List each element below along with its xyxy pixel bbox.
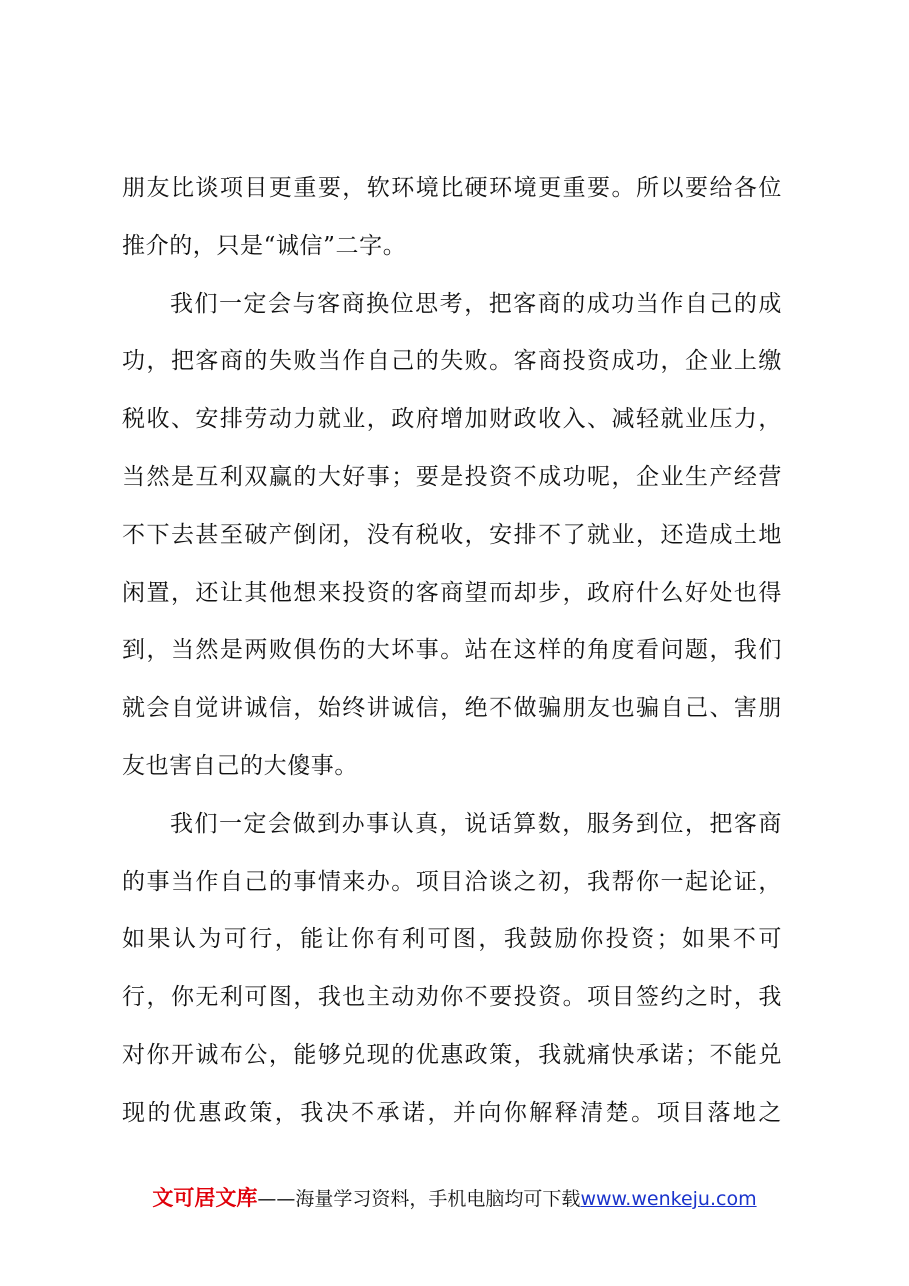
text-line: 当然是互利双赢的大好事；要是投资不成功呢，企业生产经营 bbox=[122, 463, 782, 490]
text-line: 我们一定会做到办事认真，说话算数，服务到位，把客商 bbox=[170, 810, 782, 837]
text-line: 对你开诚布公，能够兑现的优惠政策，我就痛快承诺；不能兑 bbox=[122, 1041, 782, 1068]
footer-banner bbox=[0, 1182, 909, 1212]
text-line: 我们一定会与客商换位思考，把客商的成功当作自己的成 bbox=[170, 290, 782, 317]
text-line: 不下去甚至破产倒闭，没有税收，安排不了就业，还造成土地 bbox=[122, 521, 782, 548]
text-line: 税收、安排劳动力就业，政府增加财政收入、减轻就业压力， bbox=[122, 406, 782, 433]
text-line: 朋友比谈项目更重要，软环境比硬环境更重要。所以要给各位 bbox=[122, 175, 782, 201]
text-line: 现的优惠政策，我决不承诺，并向你解释清楚。项目落地之 bbox=[122, 1099, 782, 1126]
text-line: 的事当作自己的事情来办。项目洽谈之初，我帮你一起论证， bbox=[122, 868, 782, 895]
text-line: 友也害自己的大傻事。 bbox=[122, 752, 358, 779]
text-line: 如果认为可行，能让你有利可图，我鼓励你投资；如果不可 bbox=[122, 926, 782, 953]
text-line: 推介的，只是“诚信”二字。 bbox=[122, 232, 407, 259]
document-body bbox=[122, 160, 782, 1143]
footer-url-link[interactable]: www.wenkeju.com bbox=[580, 1188, 757, 1210]
text-line: 功，把客商的失败当作自己的失败。客商投资成功，企业上缴 bbox=[122, 348, 782, 375]
text-line: 行，你无利可图，我也主动劝你不要投资。项目签约之时，我 bbox=[122, 984, 782, 1011]
footer-tagline: ——海量学习资料，手机电脑均可下载 bbox=[257, 1188, 581, 1210]
text-line: 就会自觉讲诚信，始终讲诚信，绝不做骗朋友也骗自己、害朋 bbox=[122, 695, 782, 722]
footer-brand: 文可居文库 bbox=[152, 1186, 258, 1210]
text-line: 到，当然是两败俱伤的大坏事。站在这样的角度看问题，我们 bbox=[122, 637, 782, 664]
text-line: 闲置，还让其他想来投资的客商望而却步，政府什么好处也得 bbox=[122, 579, 782, 606]
